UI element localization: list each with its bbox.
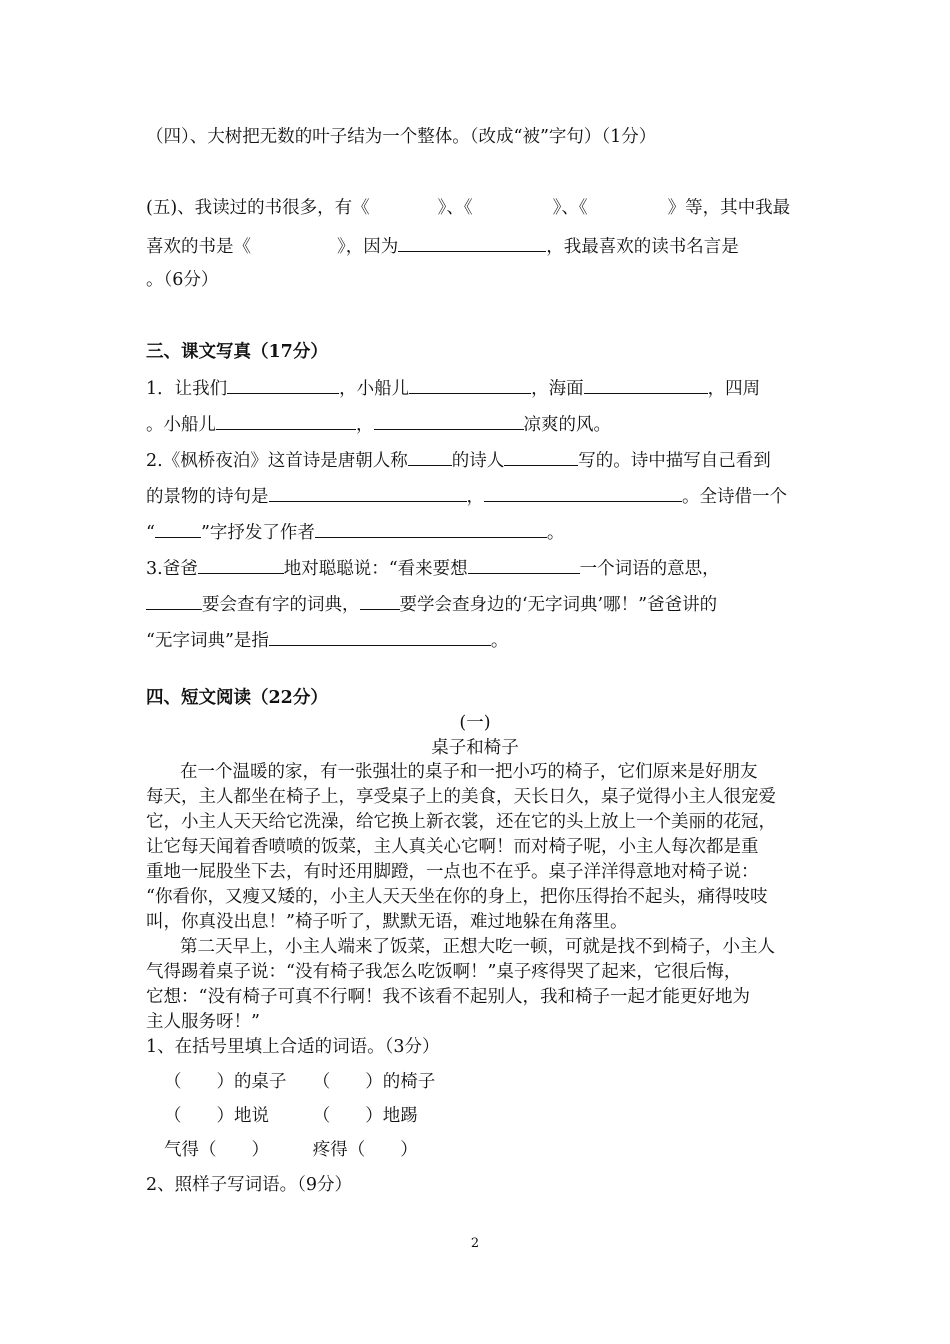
passage-line: 让它每天闻着香喷喷的饭菜，主人真关心它啊！而对椅子呢，小主人每次都是重 (146, 837, 759, 857)
answer-blank[interactable] (155, 518, 201, 538)
passage-number: (一) (459, 713, 491, 733)
passage-line: 第二天早上，小主人端来了饭菜，正想大吃一顿，可就是找不到椅子，小主人 (180, 937, 775, 957)
passage-line: 叫，你真没出息！”椅子听了，默默无语，难过地躲在角落里。 (146, 912, 628, 932)
answer-blank[interactable] (484, 482, 682, 502)
passage-line: 气得踢着桌子说：“没有椅子我怎么吃饭啊！”桌子疼得哭了起来，它很后悔， (146, 962, 742, 982)
answer-blank[interactable] (408, 446, 452, 466)
answer-blank[interactable] (216, 410, 356, 430)
fill-row: （ ）的桌子 （ ）的椅子 (164, 1072, 436, 1092)
section-3-q1-line-2: 。小船儿 ， 凉爽的风。 (146, 410, 611, 437)
passage-title: 桌子和椅子 (431, 738, 519, 758)
answer-blank[interactable] (468, 554, 580, 574)
section-3-q1-line-1: 1．让我们 ，小船儿 ，海面 ，四周 (146, 374, 760, 401)
section-3-q2-line-2: 的景物的诗句是 ， 。全诗借一个 (146, 482, 787, 509)
page-number: 2 (470, 1236, 480, 1251)
question-2-5-line-3: 。（6分） (146, 270, 219, 290)
passage-line: “你看你，又瘦又矮的，小主人天天坐在你的身上，把你压得抬不起头，痛得吱吱 (146, 887, 768, 907)
section-3-q2-line-1: 2.《枫桥夜泊》这首诗是唐朝人称 的诗人 写的。诗中描写自己看到 (146, 446, 771, 473)
section-3-q3-line-1: 3.爸爸 地对聪聪说：“看来要想 一个词语的意思， (146, 554, 720, 581)
question-2-5-line-1: (五)、我读过的书很多，有《 》、《 》、《 》等，其中我最 (146, 198, 791, 218)
passage-line: 在一个温暖的家，有一张强壮的桌子和一把小巧的椅子，它们原来是好朋友 (180, 762, 758, 782)
answer-blank[interactable] (198, 554, 284, 574)
answer-blank[interactable] (374, 410, 524, 430)
passage-line: 重地一屁股坐下去，有时还用脚蹬，一点也不在乎。桌子洋洋得意地对椅子说： (146, 862, 759, 882)
answer-blank[interactable] (360, 590, 400, 610)
passage-line: 每天，主人都坐在椅子上，享受桌子上的美食，天长日久，桌子觉得小主人很宠爱 (146, 787, 776, 807)
question-2-4: （四）、大树把无数的叶子结为一个整体。（改成“被”字句）（1分） (146, 127, 657, 147)
passage-line: 它想：“没有椅子可真不行啊！我不该看不起别人，我和椅子一起才能更好地为 (146, 987, 750, 1007)
answer-blank[interactable] (504, 446, 578, 466)
question-2-5-line-2: 喜欢的书是《 》，因为 ，我最喜欢的读书名言是 (146, 232, 739, 259)
answer-blank[interactable] (146, 590, 202, 610)
answer-blank[interactable] (398, 232, 546, 252)
section-3-q2-line-3: “ ”字抒发了作者 。 (146, 518, 564, 545)
fill-row: 气得（ ） 疼得（ ） (164, 1140, 418, 1160)
section-4-q1: 1、在括号里填上合适的词语。（3分） (146, 1037, 440, 1057)
fill-row: （ ）地说 （ ）地踢 (164, 1106, 418, 1126)
section-3-heading: 三、课文写真（17分） (146, 342, 328, 362)
answer-blank[interactable] (584, 374, 708, 394)
section-3-q3-line-2: 要会查有字的词典， 要学会查身边的‘无字词典’哪！”爸爸讲的 (146, 590, 717, 617)
section-4-heading: 四、短文阅读（22分） (146, 688, 328, 708)
passage-line: 它，小主人天天给它洗澡，给它换上新衣裳，还在它的头上放上一个美丽的花冠， (146, 812, 776, 832)
section-4-q2: 2、照样子写词语。（9分） (146, 1175, 353, 1195)
answer-blank[interactable] (269, 482, 467, 502)
answer-blank[interactable] (227, 374, 339, 394)
answer-blank[interactable] (269, 626, 491, 646)
answer-blank[interactable] (315, 518, 547, 538)
passage-line: 主人服务呀！” (146, 1012, 260, 1032)
section-3-q3-line-3: “无字词典”是指 。 (146, 626, 508, 653)
answer-blank[interactable] (409, 374, 531, 394)
